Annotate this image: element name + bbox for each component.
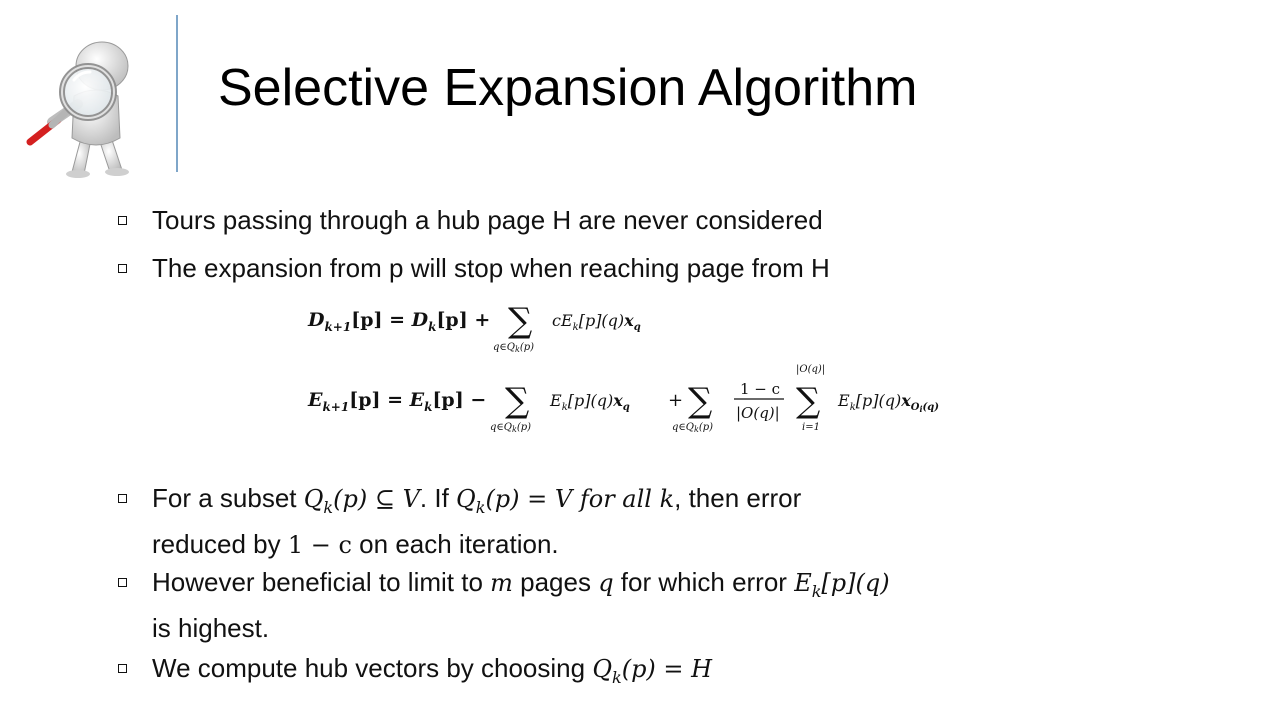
svg-text:cEk[p](q)xq: $cE_k[p](q)x_q$ [552, 311, 641, 333]
bullet-box-icon [118, 494, 127, 503]
equation-block [300, 296, 980, 446]
svg-text:Ek+1[p] = Ek[p] −: $E_{k+1}[p] = E_k[p]$ − [308, 389, 487, 414]
bullet-item [118, 650, 1178, 696]
svg-text:Ek[p](q)xOi(q): $E_k[p](q)x_Oi(q)$ [838, 391, 939, 414]
summation-symbol: ∑ [505, 381, 530, 421]
svg-text:i=1: i=1 [802, 422, 820, 433]
title-divider [176, 15, 178, 172]
summation-symbol: ∑ [508, 301, 533, 341]
svg-text:+: + [668, 390, 684, 411]
svg-text:|O(q)|: |O(q)| [796, 364, 826, 375]
equation-d-update [307, 301, 641, 354]
bullet-item [118, 250, 1178, 287]
svg-text:q∈Qk(p): $q\in Q_k(p)$ [490, 422, 532, 434]
svg-text:q∈Qk(p): $q\in Q_k(p)$ [493, 342, 535, 354]
bullet-text: However beneficial to limit to m pages q for which error $E_k[p](q)$ is highest. [152, 567, 890, 644]
svg-text:q∈Qk(p): $q\in Q_k(p)$ [672, 422, 714, 434]
bullet-box-icon [118, 578, 127, 587]
bullet-text: Tours passing through a hub page H are never considered [152, 205, 823, 235]
svg-text:Ek[p](q)xq: $E_k[p](q)x_q$ [550, 391, 630, 413]
bullet-text: The expansion from p will stop when reaching page from H [152, 253, 830, 283]
slide-title: Selective Expansion Algorithm [218, 59, 918, 117]
equation-e-update [307, 364, 939, 434]
summation-symbol: ∑ [688, 381, 713, 421]
svg-text:1 − c: 1 − c [740, 380, 781, 398]
svg-text:Dk+1[p] = Dk[p] +: $D_{k+1}[p] = D_k[p]$ + [308, 309, 491, 334]
magnifying-glass-person-icon [22, 30, 160, 180]
bullet-text: We compute hub vectors by choosing $Q_k(p) = H$ [152, 653, 713, 688]
bullet-item [118, 564, 1178, 647]
bullet-box-icon [118, 664, 127, 673]
bullet-text: For a subset $Q_k(p)$ ⊆ V. If $Q_k(p) = V$ for all k, then error reduced by 1 − c on each iteration. [152, 483, 802, 560]
bullet-box-icon [118, 264, 127, 273]
bullet-item [118, 480, 1178, 564]
summation-symbol: ∑ [796, 381, 821, 421]
bullet-item [118, 202, 1178, 239]
svg-text:|O(q)|: |O(q)| [736, 404, 780, 422]
bullet-box-icon [118, 216, 127, 225]
